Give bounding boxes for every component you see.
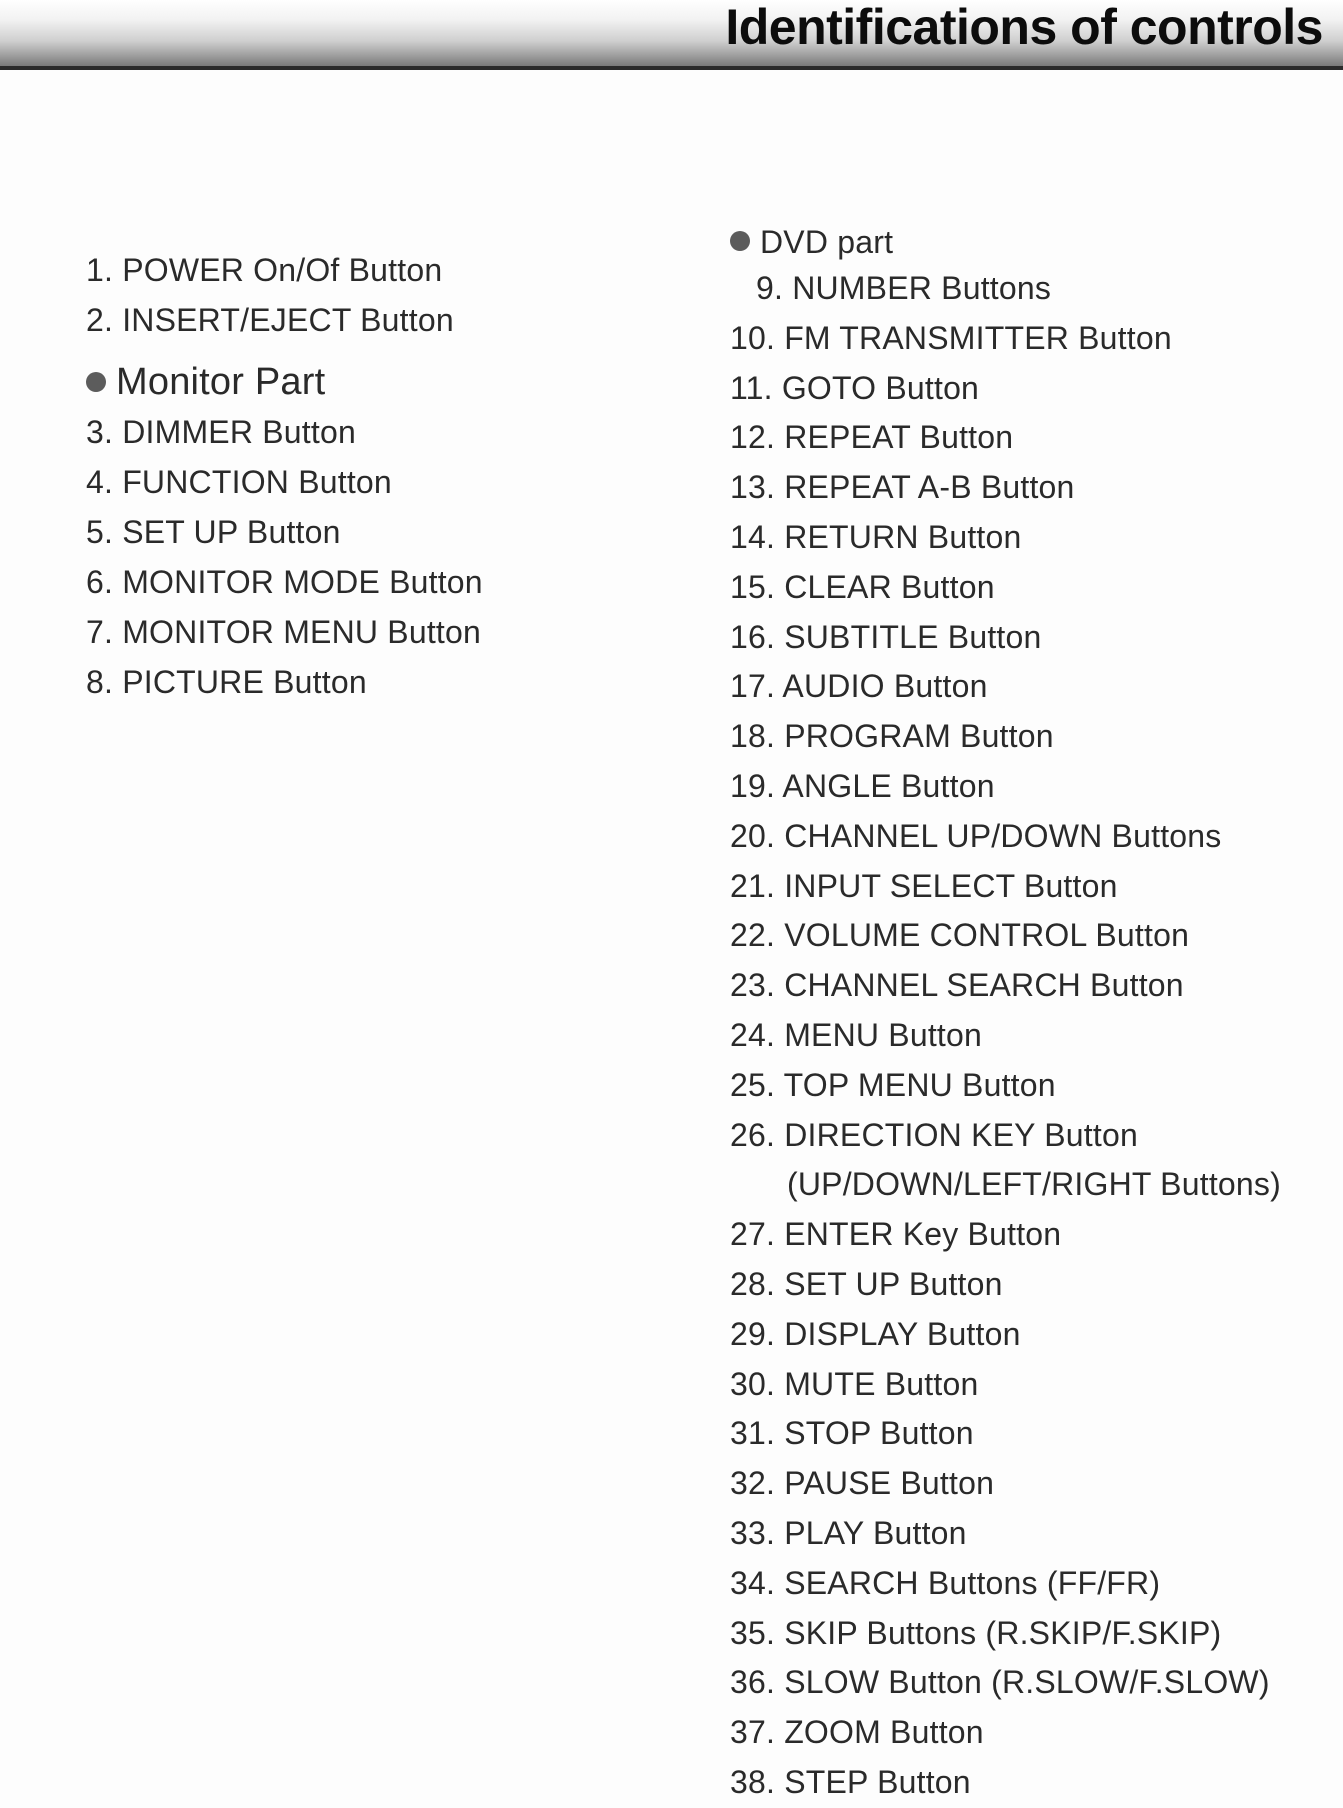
item-label: SUBTITLE Button <box>784 618 1042 655</box>
item-number: 31. <box>730 1415 776 1452</box>
list-item <box>730 862 1281 912</box>
page-title: Identifications of controls <box>725 0 1323 55</box>
list-item <box>730 1061 1281 1111</box>
list-item <box>730 1409 1281 1459</box>
list-item <box>730 762 1281 812</box>
item-number: 24. <box>730 1016 776 1053</box>
list-item <box>86 607 483 657</box>
item-number: 8. <box>86 664 114 700</box>
section-title: Monitor Part <box>116 361 326 403</box>
item-number: 19. <box>730 767 776 804</box>
item-number: 25. <box>730 1066 776 1103</box>
item-label: DIMMER Button <box>122 414 356 450</box>
item-number: 33. <box>730 1514 776 1551</box>
list-item <box>86 457 483 507</box>
item-number: 32. <box>730 1465 776 1502</box>
item-number: 34. <box>730 1564 776 1601</box>
list-item <box>730 1459 1281 1509</box>
item-label: PAUSE Button <box>784 1465 995 1502</box>
item-number: 7. <box>86 614 114 650</box>
list-item <box>730 1658 1281 1708</box>
item-number: 17. <box>730 668 776 705</box>
item-label: INPUT SELECT Button <box>784 867 1118 904</box>
item-label: PICTURE Button <box>122 664 367 700</box>
item-number: 9. <box>756 270 784 306</box>
list-item <box>86 295 483 345</box>
item-label: NUMBER Buttons <box>792 270 1052 306</box>
item-label: FM TRANSMITTER Button <box>784 319 1172 356</box>
list-item <box>730 613 1281 663</box>
item-number: 35. <box>730 1614 776 1651</box>
item-number: 22. <box>730 917 776 954</box>
list-item <box>730 1609 1281 1659</box>
bullet-icon <box>730 231 750 251</box>
item-label: CHANNEL UP/DOWN Buttons <box>784 817 1222 854</box>
item-label: DISPLAY Button <box>784 1315 1021 1352</box>
list-item <box>730 812 1281 862</box>
list-item <box>86 245 483 295</box>
item-number: 4. <box>86 464 114 500</box>
item-label: SEARCH Buttons (FF/FR) <box>784 1564 1161 1601</box>
item-number: 3. <box>86 414 114 450</box>
dvd-item-list <box>730 264 1281 1808</box>
item-label: (UP/DOWN/LEFT/RIGHT Buttons) <box>787 1166 1281 1203</box>
item-label: ZOOM Button <box>784 1714 984 1751</box>
item-number: 29. <box>730 1315 776 1352</box>
item-number: 21. <box>730 867 776 904</box>
item-number: 11. <box>730 369 773 406</box>
item-number: 2. <box>86 302 114 338</box>
section-heading-dvd <box>730 220 1281 264</box>
list-item <box>86 557 483 607</box>
list-item <box>730 264 1281 314</box>
list-item <box>86 407 483 457</box>
right-column <box>730 220 1281 1808</box>
list-item <box>86 507 483 557</box>
list-item <box>730 1559 1281 1609</box>
item-label: SET UP Button <box>122 514 341 550</box>
item-number: 1. <box>86 252 114 288</box>
item-number: 18. <box>730 718 776 755</box>
item-number: 37. <box>730 1714 776 1751</box>
list-item <box>730 314 1281 364</box>
item-number: 10. <box>730 319 776 356</box>
item-number: 14. <box>730 518 776 555</box>
list-item <box>730 961 1281 1011</box>
list-item <box>730 1111 1281 1161</box>
section-heading-monitor <box>86 357 483 407</box>
item-number: 28. <box>730 1265 776 1302</box>
item-label: MONITOR MODE Button <box>122 564 483 600</box>
list-item <box>730 1509 1281 1559</box>
list-item <box>730 1011 1281 1061</box>
bullet-icon <box>86 372 106 392</box>
list-item <box>730 911 1281 961</box>
list-item <box>730 662 1281 712</box>
item-label: ENTER Key Button <box>784 1216 1062 1253</box>
item-label: CHANNEL SEARCH Button <box>784 967 1184 1004</box>
item-label: REPEAT Button <box>784 419 1014 456</box>
item-label: REPEAT A-B Button <box>784 469 1075 506</box>
item-label: AUDIO Button <box>782 668 988 705</box>
list-item <box>730 513 1281 563</box>
list-item <box>730 712 1281 762</box>
item-number: 30. <box>730 1365 776 1402</box>
item-number: 5. <box>86 514 114 550</box>
item-label: STEP Button <box>784 1763 971 1800</box>
item-label: TOP MENU Button <box>783 1066 1056 1103</box>
item-label: PLAY Button <box>784 1514 967 1551</box>
item-label: SET UP Button <box>784 1265 1003 1302</box>
item-label: RETURN Button <box>784 518 1022 555</box>
item-number: 27. <box>730 1216 776 1253</box>
list-item <box>86 657 483 707</box>
list-item <box>730 563 1281 613</box>
list-item <box>730 1708 1281 1758</box>
item-number: 38. <box>730 1763 776 1800</box>
item-label: CLEAR Button <box>784 568 995 605</box>
list-item <box>730 1360 1281 1410</box>
item-label: SKIP Buttons (R.SKIP/F.SKIP) <box>784 1614 1222 1651</box>
item-number: 12. <box>730 419 776 456</box>
item-label: MONITOR MENU Button <box>122 614 482 650</box>
item-number: 15. <box>730 568 776 605</box>
item-label: GOTO Button <box>781 369 980 406</box>
item-number: 26. <box>730 1116 776 1153</box>
list-item <box>730 1260 1281 1310</box>
list-item <box>730 1310 1281 1360</box>
list-item <box>730 413 1281 463</box>
item-number: 6. <box>86 564 114 600</box>
item-label: INSERT/EJECT Button <box>122 302 454 338</box>
list-item <box>730 1758 1281 1808</box>
item-label: MENU Button <box>784 1016 983 1053</box>
item-number: 36. <box>730 1664 776 1701</box>
item-number: 23. <box>730 967 776 1004</box>
item-label: MUTE Button <box>784 1365 979 1402</box>
list-item <box>730 364 1281 414</box>
list-item <box>730 1160 1281 1210</box>
list-item <box>730 463 1281 513</box>
item-label: PROGRAM Button <box>784 718 1054 755</box>
item-label: ANGLE Button <box>782 767 995 804</box>
item-label: POWER On/Of Button <box>122 252 443 288</box>
item-number: 13. <box>730 469 776 506</box>
item-label: VOLUME CONTROL Button <box>784 917 1190 954</box>
item-number: 16. <box>730 618 776 655</box>
item-label: SLOW Button (R.SLOW/F.SLOW) <box>784 1664 1270 1701</box>
header-rule <box>0 66 1343 70</box>
item-label: STOP Button <box>784 1415 974 1452</box>
item-number: 20. <box>730 817 776 854</box>
left-column <box>86 245 483 707</box>
item-label: FUNCTION Button <box>122 464 392 500</box>
section-title: DVD part <box>760 224 894 260</box>
list-item <box>730 1210 1281 1260</box>
item-label: DIRECTION KEY Button <box>784 1116 1138 1153</box>
